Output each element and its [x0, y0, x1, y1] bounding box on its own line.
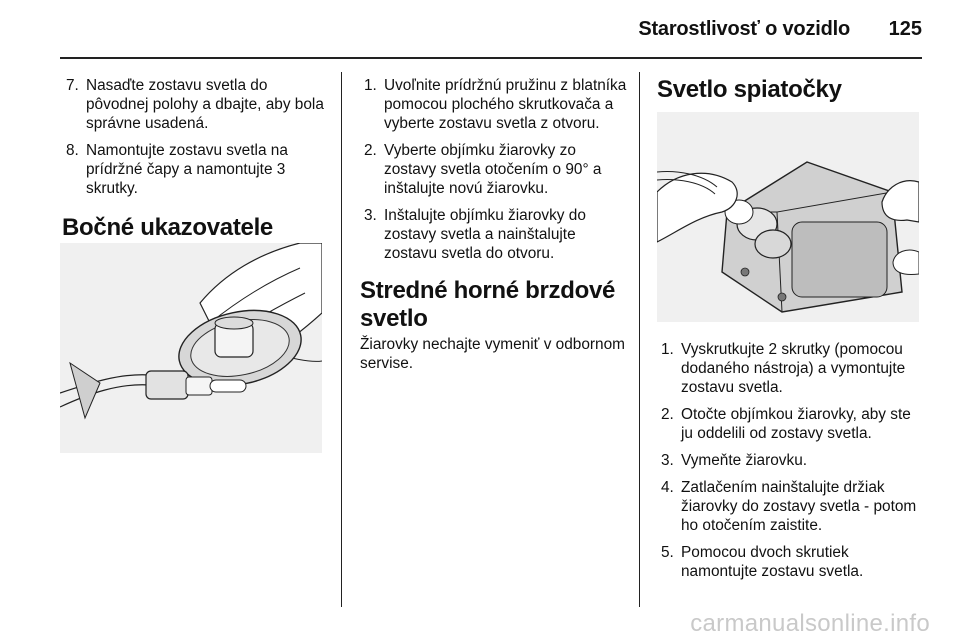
section-heading-reversing-light: Svetlo spiatočky [657, 76, 842, 103]
section-heading-brake-light: Stredné horné brzdové svetlo [360, 277, 616, 332]
list-item-text: Nasaďte zostavu svetla do pôvodnej polohy a dbajte, aby bola správne usadená. [86, 77, 324, 132]
list-item-number: 7. [66, 77, 79, 94]
list-item-number: 5. [661, 544, 674, 561]
steps-list-1 [62, 76, 334, 198]
list-item-number: 2. [661, 406, 674, 423]
reversing-light-drawing [657, 112, 919, 322]
list-item-text: Otočte objímkou žiarovky, aby ste ju oddelili od zostavy svetla. [681, 406, 911, 442]
list-item-text: Inštalujte objímku žiarovky do zostavy svetla a nainštalujte zostavu svetla do otvoru. [384, 207, 586, 262]
column-2 [360, 76, 630, 373]
list-item-number: 4. [661, 479, 674, 496]
list-item [657, 405, 927, 443]
list-item-number: 1. [661, 341, 674, 358]
list-item [62, 76, 334, 133]
list-item-text: Uvoľnite prídržnú pružinu z blatníka pomocou plochého skrutkovača a vyberte zostavu svetla z otvoru. [384, 77, 627, 132]
list-item [360, 206, 630, 263]
list-item-text: Vymeňte žiarovku. [681, 452, 808, 469]
watermark: carmanualsonline.info [690, 610, 930, 637]
list-item [657, 478, 927, 535]
steps-list-3 [657, 340, 927, 581]
running-header-title: Starostlivosť o vozidlo [638, 18, 850, 40]
column-3 [657, 76, 925, 104]
list-item-number: 3. [661, 452, 674, 469]
list-item [657, 340, 927, 397]
header-rule [60, 57, 922, 59]
list-item [62, 141, 334, 198]
list-item [657, 543, 927, 581]
column-divider-2 [639, 72, 640, 607]
list-item-text: Vyberte objímku žiarovky zo zostavy svetla otočením o 90° a inštalujte novú žiarovku. [384, 142, 602, 197]
list-item-number: 8. [66, 142, 79, 159]
list-item-number: 1. [364, 77, 377, 94]
list-item-number: 2. [364, 142, 377, 159]
list-item [657, 451, 927, 470]
column-3-steps [657, 340, 927, 589]
side-indicator-drawing [60, 243, 322, 453]
list-item-number: 3. [364, 207, 377, 224]
page-number: 125 [888, 18, 922, 40]
list-item [360, 141, 630, 198]
section-heading-side-indicators: Bočné ukazovatele [62, 214, 273, 241]
list-item-text: Namontujte zostavu svetla na prídržné čapy a namontujte 3 skrutky. [86, 142, 288, 197]
reversing-light-illustration [657, 112, 919, 322]
steps-list-2 [360, 76, 630, 263]
column-1 [62, 76, 334, 270]
list-item-text: Zatlačením nainštalujte držiak žiarovky do zostavy svetla - potom ho otočením zaistite. [681, 479, 917, 534]
side-indicator-illustration [60, 243, 322, 453]
list-item [360, 76, 630, 133]
column-divider-1 [341, 72, 342, 607]
list-item-text: Pomocou dvoch skrutiek namontujte zostavu svetla. [681, 544, 864, 580]
list-item-text: Vyskrutkujte 2 skrutky (pomocou dodaného nástroja) a vymontujte zostavu svetla. [681, 341, 906, 396]
brake-light-paragraph: Žiarovky nechajte vymeniť v odbornom servise. [360, 336, 625, 372]
